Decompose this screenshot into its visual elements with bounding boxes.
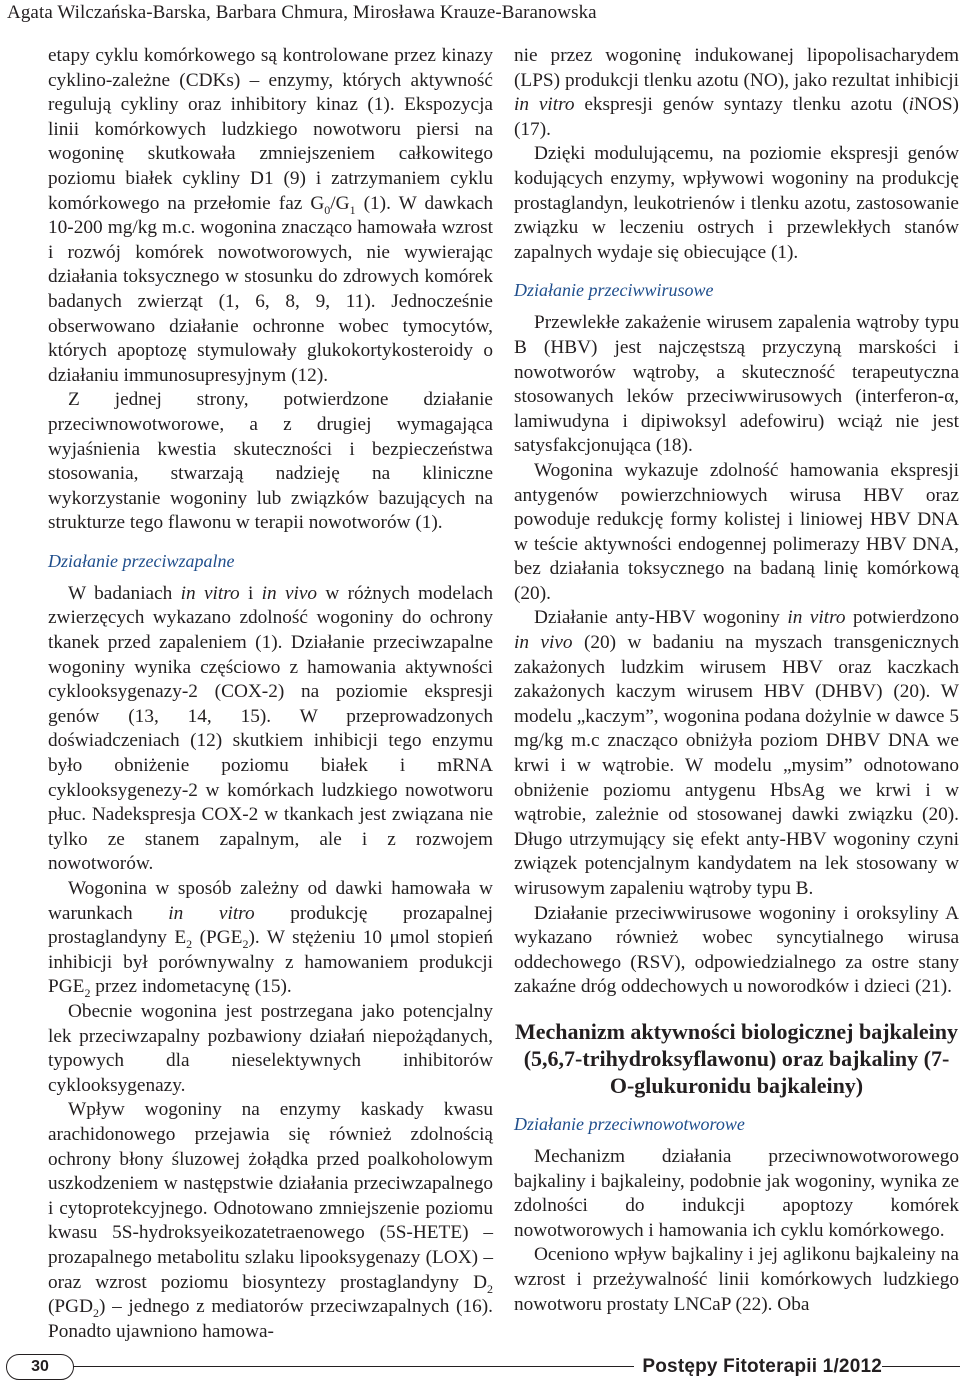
paragraph: Wpływ wogoniny na enzymy kaskady kwasu arachidonowego przejawia się również zdolnością ochrony błony śluzowej żołądka przed poalkoholowym uszkodzeniem w następstwie działania przeciwzapalnego i cytoprotekcyjnego. Odnotowano zmniejszenie poziomu kwasu 5S-hydroksyeikozatetraenowego (5S-HETE) – prozapalnego metabolitu szlaku lipooksygenazy (LOX) – oraz wzrost poziomu biosyntezy prostaglandyny $D_2$ $(PGD_2)$ – jednego z mediatorów przeciwzapalnych (16). Ponadto ujawniono hamowa- bbox=[48, 1099, 493, 1342]
subheading-anticancer: Działanie przeciwnowotworowe bbox=[514, 1113, 745, 1134]
journal-title: Postępy Fitoterapii 1/2012 bbox=[634, 1355, 882, 1379]
paragraph: Dzięki modulującemu, na poziomie ekspresji genów kodujących enzymy, wpływowi wogoniny na produkcję prostaglandyn, leukotrienów i tlenku azotu, zastosowanie związku w leczeniu ostrych i przewlekłych stanów zapalnych wydaje się obiecujące (1). bbox=[514, 143, 959, 263]
running-head-authors: Agata Wilczańska-Barska, Barbara Chmura, Mirosława Krauze-Baranowska bbox=[7, 2, 597, 23]
paragraph: Mechanizm działania przeciwnowotworowego bajkaliny i bajkaleiny, podobnie jak wogoniny, wynika ze zdolności do indukcji apoptozy komórek nowotworowych i hamowania ich cyklu komórkowego. bbox=[514, 1145, 959, 1241]
left-column bbox=[48, 44, 493, 1344]
page-number: 30 bbox=[6, 1354, 74, 1380]
paragraph: Przewlekłe zakażenie wirusem zapalenia wątroby typu B (HBV) jest najczęstszą przyczyną marskości i nowotworów wątroby, a skuteczność terapeutyczna stosowanych leków przeciwwirusowych (interferon-α, lamiwudyna i dipiwoksyl adefowiru) wciąż nie jest satysfakcjonująca (18). bbox=[514, 312, 959, 457]
paragraph: W badaniach in vitro i in vivo w różnych modelach zwierzęcych wykazano zdolność wogoniny do ochrony tkanek przed zapaleniem (1). Działanie przeciwzapalne wogoniny wynika częściowo z hamowania aktywności cyklooksygenazy-2 (COX-2) na poziomie ekspresji genów (13, 14, 15). W przeprowadzonych doświadczeniach (12) skutkiem inhibicji tego enzymu było obniżenie poziomu białek i mRNA cyklooksygenezy-2 w komórkach ludzkiego nowotworu płuc. Nadekspresja COX-2 w tkankach jest związana nie tylko ze stanem zapalnym, ale i z rozwojem nowotworów. bbox=[48, 582, 493, 875]
subheading-antiviral: Działanie przeciwwirusowe bbox=[514, 280, 714, 301]
paragraph: nie przez wogoninę indukowanej lipopolisacharydem (LPS) produkcji tlenku azotu (NO), jako rezultat inhibicji in vitro ekspresji genów syntazy tlenku azotu (iNOS) (17). bbox=[514, 45, 959, 140]
paragraph: Obecnie wogonina jest postrzegana jako potencjalny lek przeciwzapalny pozbawiony działań niepożądanych, typowych dla nieselektywnych inhibitorów cyklooksygenazy. bbox=[48, 1000, 493, 1096]
paragraph: Z jednej strony, potwierdzone działanie przeciwnowotworowe, a z drugiej wymagająca wyjaśnienia kwestia skuteczności i bezpieczeństwa stosowania, stwarzają nadzieję na kliniczne wykorzystanie wogoniny lub związków bazujących na strukturze tego flawonu w terapii nowotworów (1). bbox=[48, 389, 493, 534]
paragraph: Wogonina w sposób zależny od dawki hamowała w warunkach in vitro produkcję prozapalnej prostaglandyny $E_2$ $(PGE_2)$. W stężeniu 10 μmol stopień inhibicji był porównywalny z hamowaniem produkcji $PGE_2$ przez indometacynę (15). bbox=[48, 878, 493, 1001]
paragraph: Działanie anty-HBV wogoniny in vitro potwierdzono in vivo (20) w badaniu na myszach transgenicznych zakażonych ludzkim wirusem HBV oraz kaczkach zakażonych kaczym wirusem HBV (DHBV) (20). W modelu „kaczym”, wogonina podana dożylnie w dawce 5 mg/kg m.c znacząco obniżyła poziom DHBV DNA we krwi i w wątrobie. W modelu „mysim” odnotowano obniżenie poziomu antygenu HbsAg we krwi i w wątrobie, zależnie od stosowanej dawki związku (20). Długo utrzymujący się efekt anty-HBV wogoniny czyni związek potencjalnym kandydatem na lek stosowany w wirusowym zapaleniu wątroby typu B. bbox=[514, 607, 959, 899]
section-title: Mechanizm aktywności biologicznej bajkaleiny (5,6,7-trihydroksyflawonu) oraz bajkaliny (7-O-glukuronidu bajkaleiny) bbox=[514, 1018, 959, 1098]
subheading-anti-inflammatory: Działanie przeciwzapalne bbox=[48, 550, 235, 571]
paragraph: Wogonina wykazuje zdolność hamowania ekspresji antygenów powierzchniowych wirusa HBV oraz powoduje redukcję formy kolistej i liniowej HBV DNA w teście aktywności endogennej polimerazy HBV DNA, bez działania toksycznego na badaną linię komórkową (20). bbox=[514, 459, 959, 604]
paragraph: Działanie przeciwwirusowe wogoniny i oroksyliny A wykazano również wobec syncytialnego wirusa oddechowego (RSV), odpowiedzialnego za ostre stany zakaźne dróg oddechowych u noworodków i dzieci (21). bbox=[514, 902, 959, 998]
paragraph: Oceniono wpływ bajkaliny i jej aglikonu bajkaleiny na wzrost i przeżywalność linii komórkowych ludzkiego nowotworu prostaty LNCaP (22). Oba bbox=[514, 1244, 959, 1315]
paragraph: etapy cyklu komórkowego są kontrolowane przez kinazy cyklino-zależne (CDKs) – enzymy, których aktywność regulują cykliny oraz inhibitory kinaz (1). Ekspozycja linii komórkowych ludzkiego nowotworu piersi na wogoninę skutkowała zmniejszeniem całkowitego poziomu białek cykliny D1 (9) i zatrzymaniem cyklu komórkowego na przełomie faz $G_0/G_1$ (1). W dawkach 10-200 mg/kg m.c. wogonina znacząco hamowała wzrost i rozwój komórek nowotworowych, nie wywierając działania toksycznego w stosunku do zdrowych komórek badanych zwierząt (1, 6, 8, 9, 11). Jednocześnie obserwowano działanie ochronne wobec tymocytów, których apoptozę stymulowały glukokortykosteroidy o działaniu immunosupresyjnym (12). bbox=[48, 45, 493, 386]
right-column bbox=[514, 44, 959, 1317]
